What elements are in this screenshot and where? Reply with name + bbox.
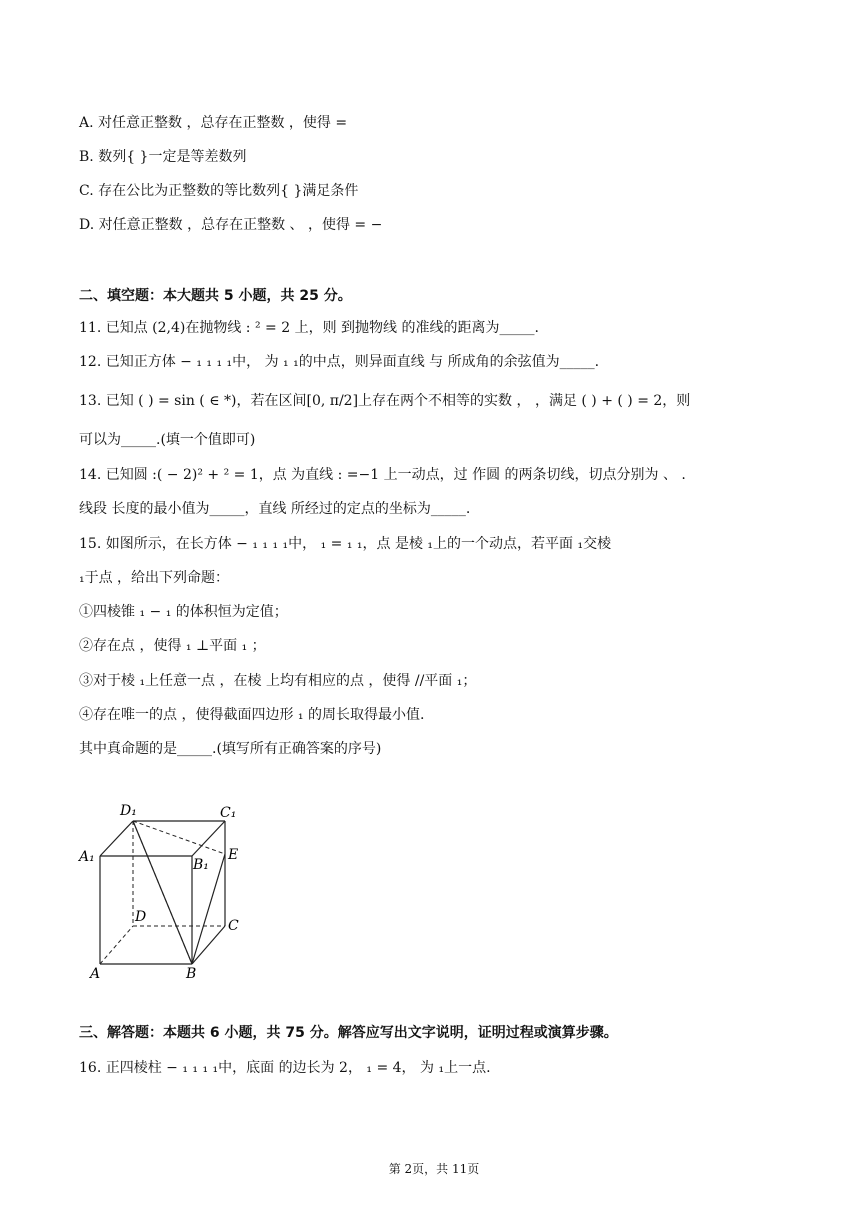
option-d: D. 对任意正整数 ，总存在正整数 、 ，使得 = − <box>79 217 383 233</box>
question-15-ask: 其中真命题的是_____.(填写所有正确答案的序号) <box>79 741 382 757</box>
proposition-1: ①四棱锥 ₁ − ₁ 的体积恒为定值； <box>79 604 288 620</box>
label-a1: A₁ <box>79 849 95 865</box>
label-a: A <box>90 966 101 982</box>
section-3-heading: 三、解答题：本题共 6 小题，共 75 分。解答应写出文字说明，证明过程或演算步骤。 <box>79 1025 618 1041</box>
section-2-heading: 二、填空题：本大题共 5 小题，共 25 分。 <box>79 288 352 304</box>
question-12: 12. 已知正方体 − ₁ ₁ ₁ ₁中， 为 ₁ ₁的中点，则异面直线 与 所成角的余弦值为_____. <box>79 354 600 370</box>
page-footer: 第 2页，共 11页 <box>388 1162 480 1176</box>
option-a: A. 对任意正整数 ，总存在正整数 ，使得 = <box>79 115 348 131</box>
label-c1: C₁ <box>220 805 237 821</box>
option-c: C. 存在公比为正整数的等比数列{ }满足条件 <box>79 183 359 199</box>
question-15-line-2: ₁于点 ，给出下列命题： <box>79 570 230 586</box>
label-e: E <box>228 847 239 863</box>
question-11: 11. 已知点 (2,4)在抛物线 : ² = 2 上，则 到抛物线 的准线的距离为_____. <box>79 320 539 336</box>
proposition-2: ②存在点 ，使得 ₁ ⊥平面 ₁ ； <box>79 638 266 654</box>
question-13-line-1: 13. 已知 ( ) = sin ( ∈ *)，若在区间[0, π/2]上存在两个不相等的实数 ， ，满足 ( ) + ( ) = 2，则 <box>79 393 691 409</box>
cuboid-figure <box>70 795 260 985</box>
question-13-line-2: 可以为_____.(填一个值即可) <box>79 432 256 448</box>
option-b: B. 数列{ }一定是等差数列 <box>79 149 247 165</box>
label-b1: B₁ <box>193 857 209 873</box>
label-b: B <box>186 966 197 982</box>
label-d1: D₁ <box>120 803 137 819</box>
question-15-line-1: 15. 如图所示，在长方体 − ₁ ₁ ₁ ₁中， ₁ = ₁ ₁，点 是棱 ₁上的一个动点，若平面 ₁交棱 <box>79 536 612 552</box>
label-c: C <box>228 918 239 934</box>
proposition-3: ③对于棱 ₁上任意一点 ，在棱 上均有相应的点 ，使得 //平面 ₁； <box>79 673 477 689</box>
question-14-line-1: 14. 已知圆 :( − 2)² + ² = 1，点 为直线 : =−1 上一动点，过 作圆 的两条切线，切点分别为 、 . <box>79 467 686 483</box>
question-14-line-2: 线段 长度的最小值为_____，直线 所经过的定点的坐标为_____. <box>79 501 471 517</box>
proposition-4: ④存在唯一的点 ，使得截面四边形 ₁ 的周长取得最小值. <box>79 707 425 723</box>
question-16: 16. 正四棱柱 − ₁ ₁ ₁ ₁中，底面 的边长为 2， ₁ = 4， 为 ₁上一点. <box>79 1060 491 1076</box>
label-d: D <box>135 909 147 925</box>
